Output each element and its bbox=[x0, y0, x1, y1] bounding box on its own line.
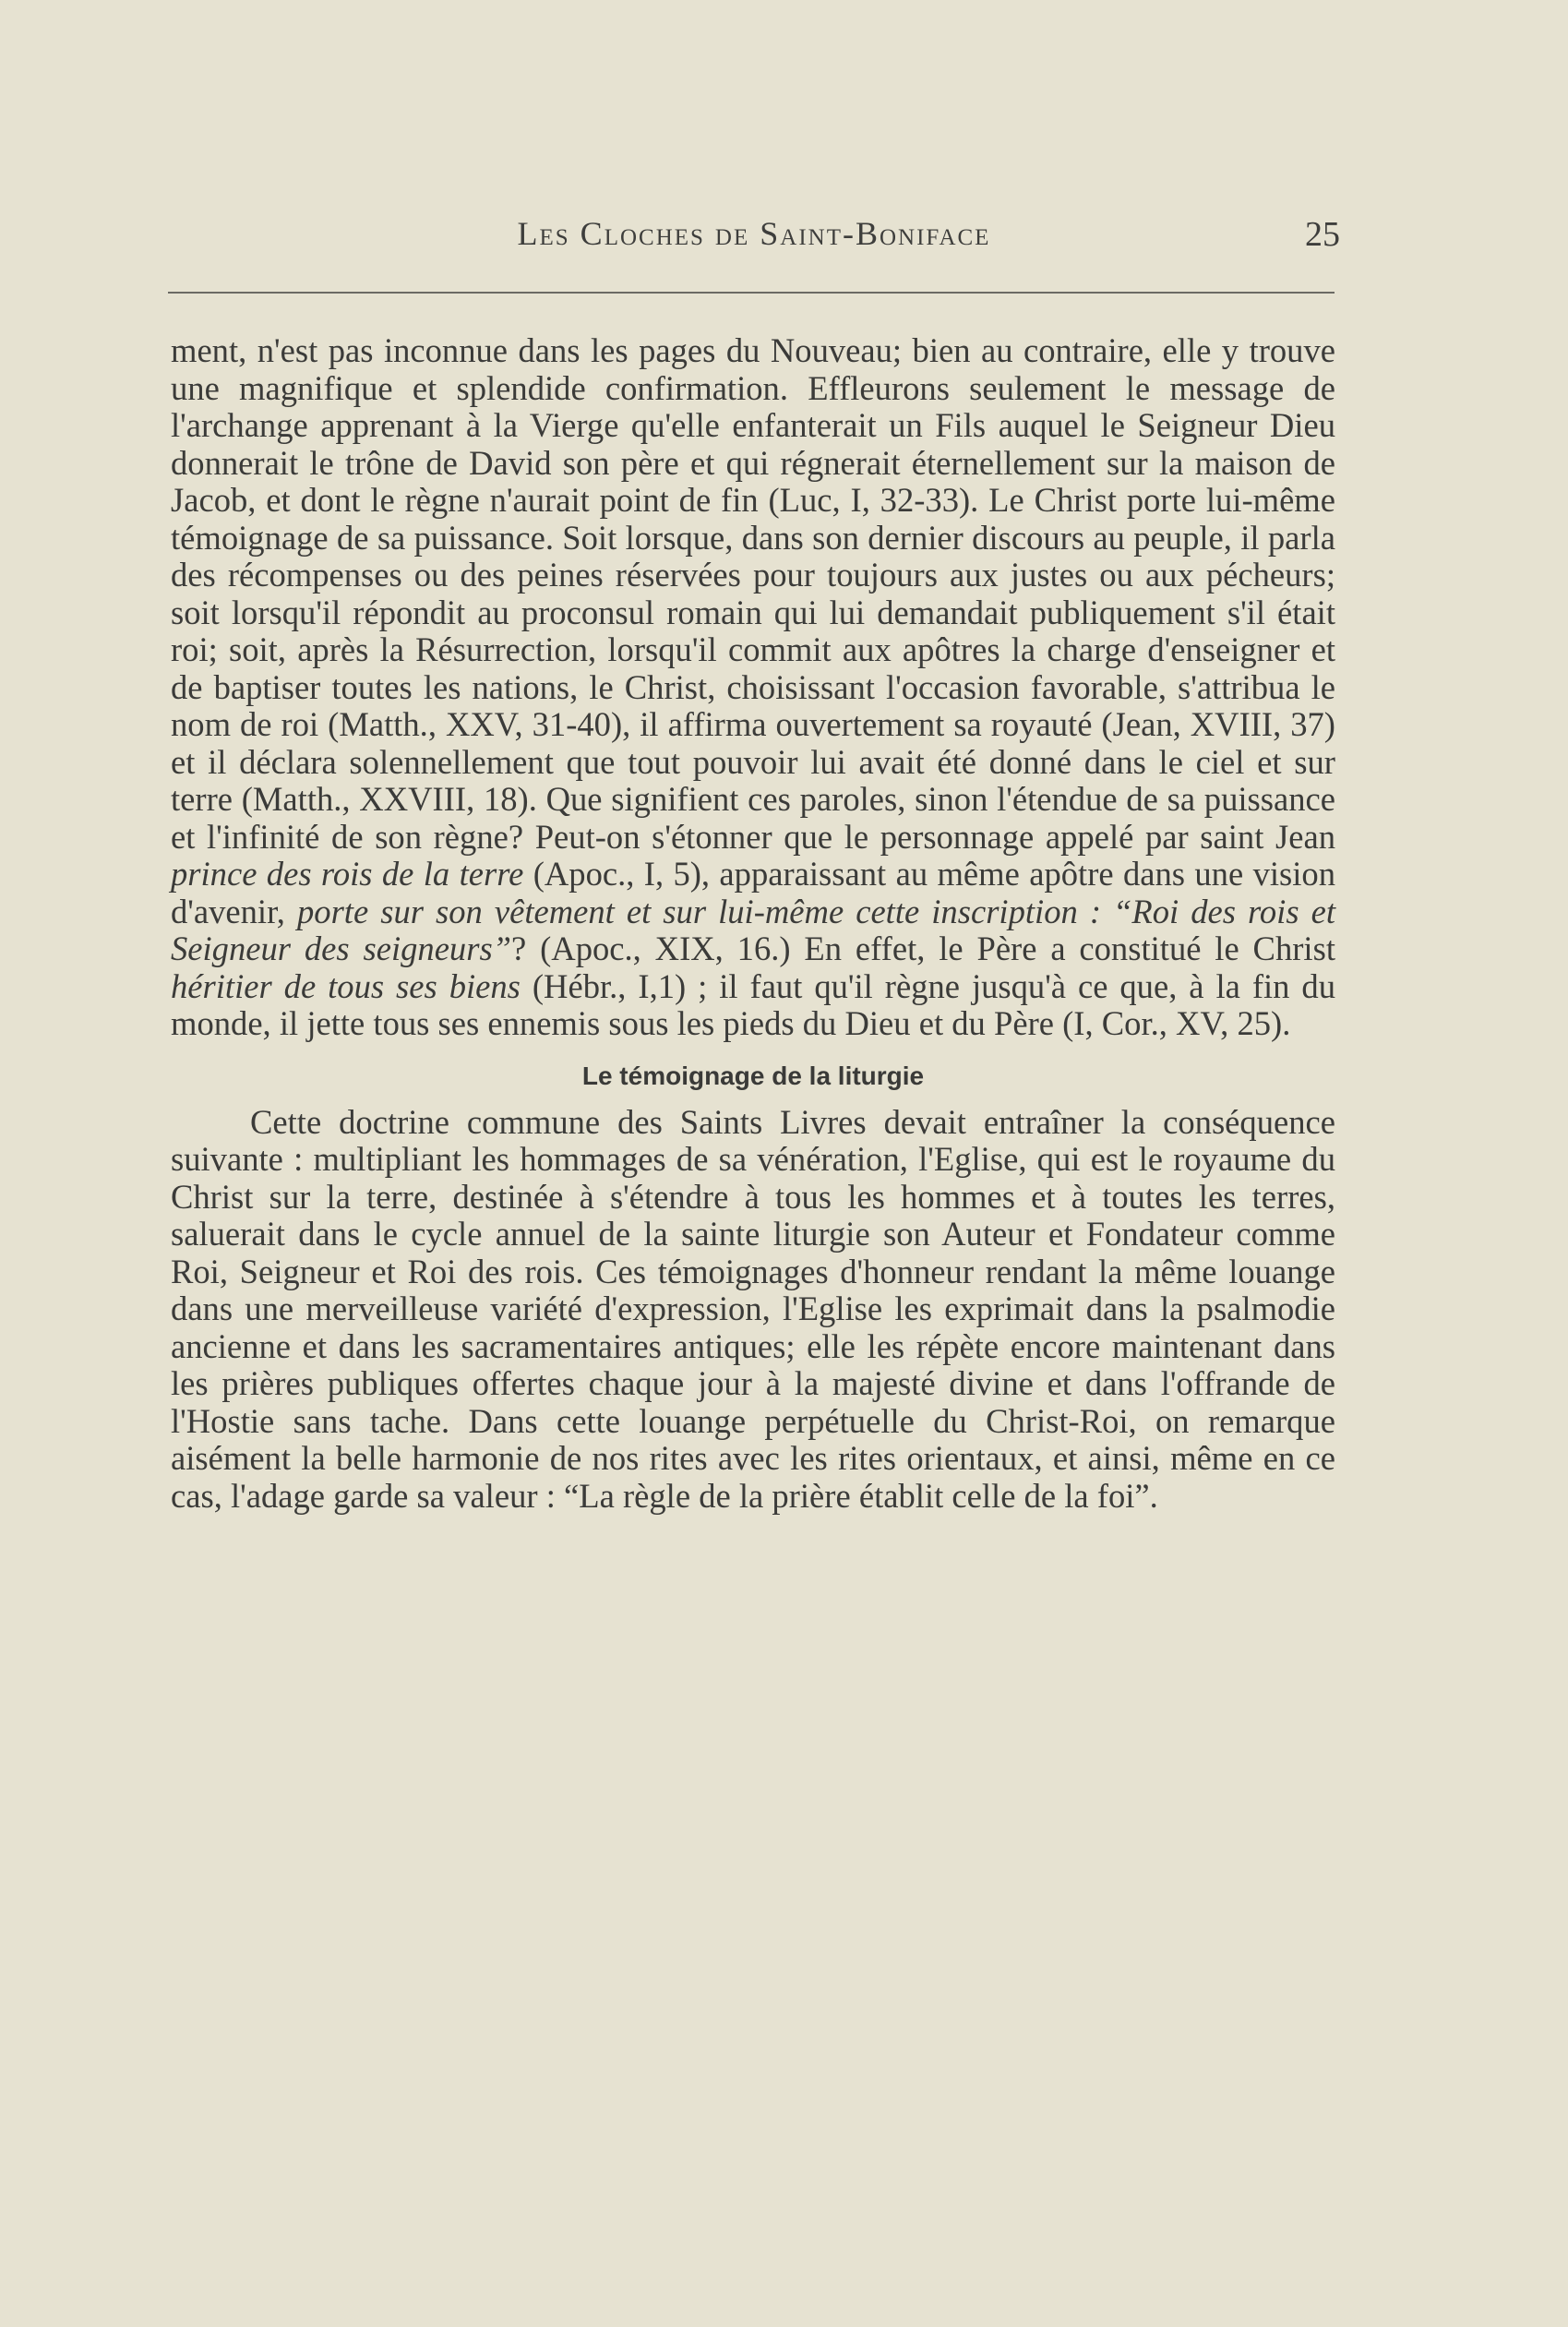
page-header bbox=[168, 214, 1340, 270]
paragraph bbox=[171, 332, 1335, 1043]
paragraph: Cette doctrine commune des Saints Livres devait entraîner la conséquence suivante : multipliant les hommages de sa vénération, l'Eglise, qui est le royaume du Christ sur la terre, destinée à s'étendre à tous les hommes et à toutes les terres, saluerait dans le cycle annuel de la sainte liturgie son Auteur et Fondateur comme Roi, Seigneur et Roi des rois. Ces témoignages d'honneur rendant la même louange dans une merveilleuse variété d'expression, l'Eglise les exprimait dans la psalmodie ancienne et dans les sacramentaires antiques; elle les répète encore maintenant dans les prières publiques offertes chaque jour à la majesté divine et dans l'offrande de l'Hostie sans tache. Dans cette louange perpétuelle du Christ-Roi, on remarque aisément la belle harmonie de nos rites avec les rites orientaux, et ainsi, même en ce cas, l'adage garde sa valeur : “La règle de la prière établit celle de la foi”. bbox=[171, 1102, 1335, 1515]
section-heading: Le témoignage de la liturgie bbox=[581, 1061, 925, 1090]
text-run: ? (Apoc., XIX, 16.) En effet, le Père a constitué le Christ bbox=[511, 930, 1335, 967]
italic-quote: porte sur son vêtement et sur lui-même cette inscription : “Roi des rois et Seigneur des seigneurs” bbox=[171, 892, 1335, 967]
text-run: (Hébr., I,1) ; il faut qu'il règne jusqu'à ce que, à la fin du monde, il jette tous ses ennemis sous les pieds du Dieu et du Père (I, Cor., XV, 25). bbox=[171, 966, 1335, 1042]
page-number: 25 bbox=[1305, 215, 1340, 254]
text-run: ment, n'est pas inconnue dans les pages du Nouveau; bien au contraire, elle y trouve une magnifique et splendide confirmation. Effleurons seulement le message de l'archange apprenant à la Vierge qu'elle enfanterait un Fils auquel le Seigneur Dieu donnerait le trône de David son père et qui régnerait éternellement sur la maison de Jacob, et dont le règne n'aurait point de fin (Luc, I, 32-33). Le Christ porte lui-même témoignage de sa puissance. Soit lorsque, dans son dernier discours au peuple, il parla des récompenses ou des peines réservées pour toujours aux justes ou aux pécheurs; soit lorsqu'il répondit au proconsul romain qui lui demandait publiquement s'il était roi; soit, après la Résurrection, lorsqu'il commit aux apôtres la charge d'enseigner et de baptiser toutes les nations, le Christ, choisissant l'occasion favorable, s'attribua le nom de roi (Matth., XXV, 31-40), il affirma ouvertement sa royauté (Jean, XVIII, 37) et il déclara solennellement que tout pouvoir lui avait été donné dans le ciel et sur terre (Matth., XXVIII, 18). Que signifient ces paroles, sinon l'étendue de sa puissance et l'infinité de son règne? Peut-on s'étonner que le personnage appelé par saint Jean bbox=[171, 331, 1335, 856]
italic-quote: héritier de tous ses biens bbox=[171, 966, 521, 1005]
running-title: Les Cloches de Saint-Boniface bbox=[517, 215, 991, 252]
text-run: (Apoc., I, 5), apparaissant au même apôtre dans une vision d'avenir, bbox=[171, 855, 1335, 930]
body-text bbox=[171, 332, 1335, 1515]
header-rule bbox=[168, 292, 1335, 294]
italic-quote: prince des rois de la terre bbox=[171, 855, 524, 893]
